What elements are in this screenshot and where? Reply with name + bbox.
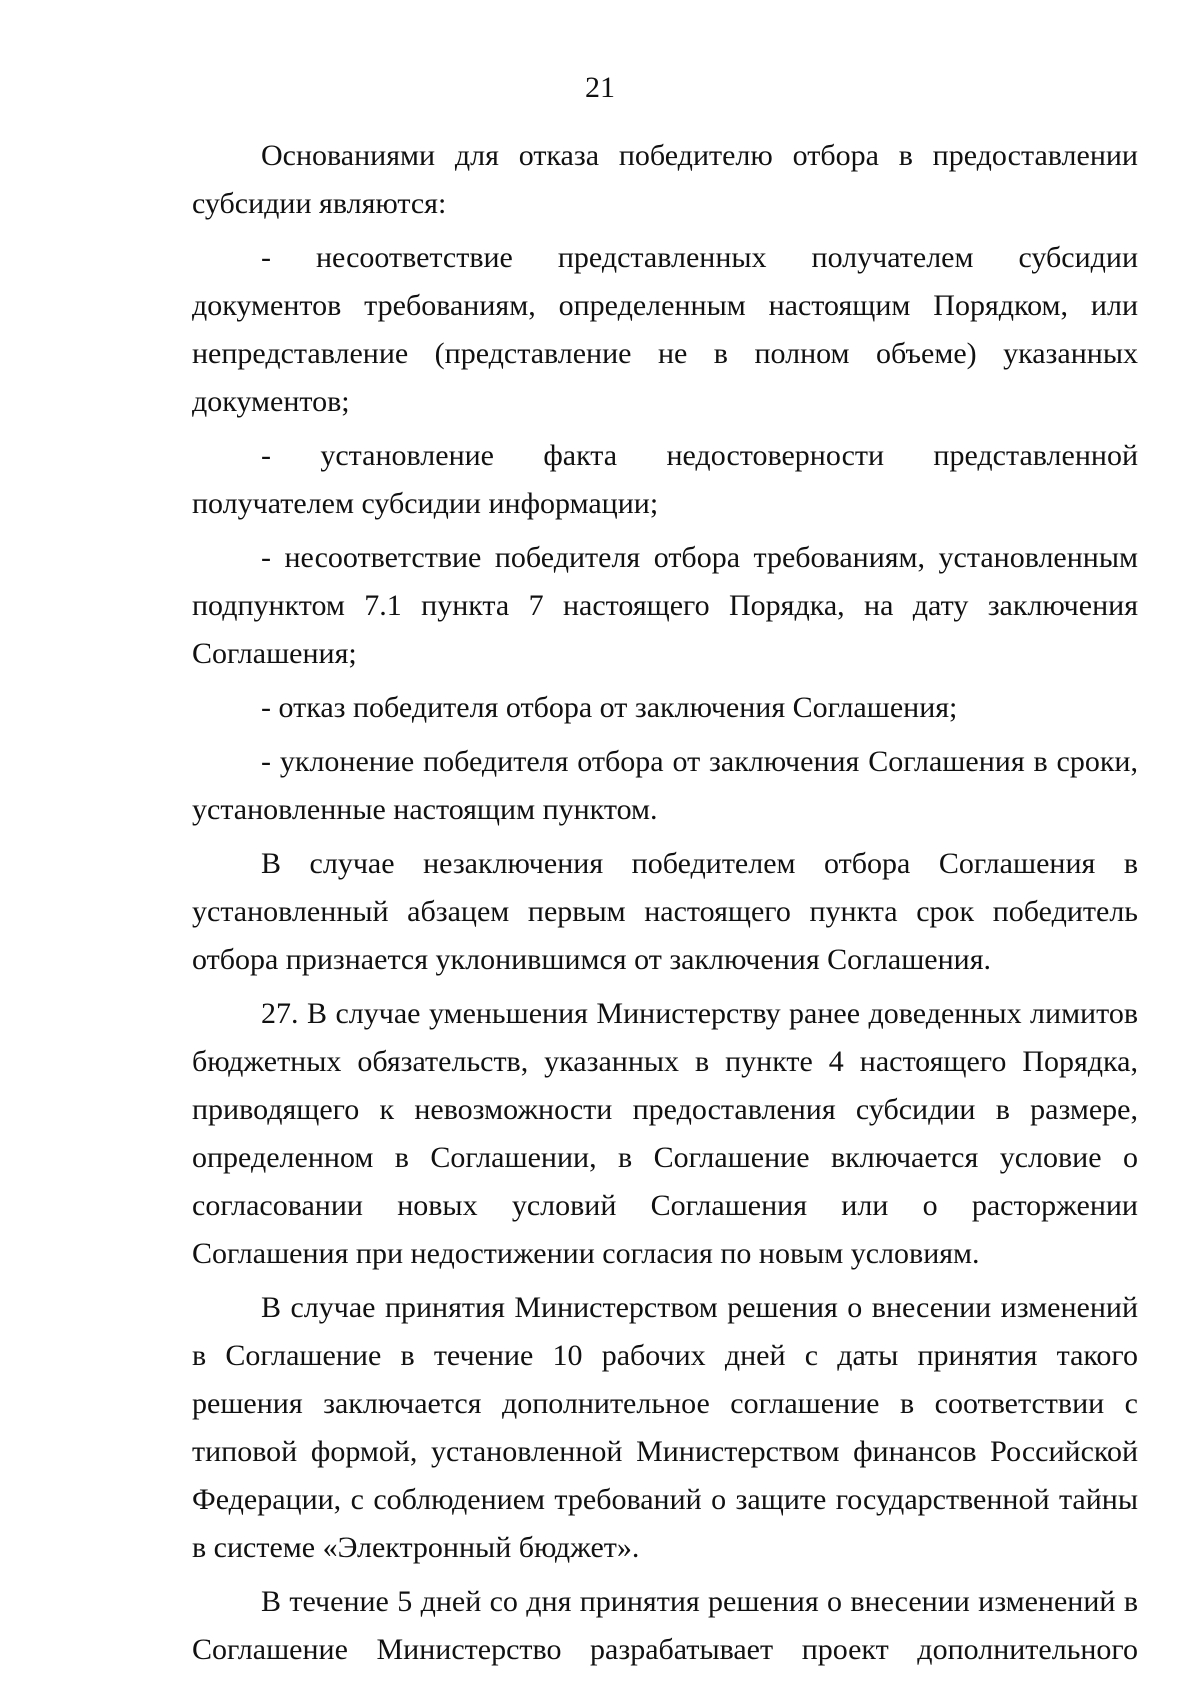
- page-number: 21: [585, 71, 615, 104]
- paragraph-non-conclusion: В случае незаключения победителем отбора Соглашения в установленный абзацем первым настоящего пункта срок победитель отбора признается уклонившимся от заключения Соглашения.: [192, 847, 1138, 976]
- paragraph-27-limits-reduction: 27. В случае уменьшения Министерству ранее доведенных лимитов бюджетных обязательств, указанных в пункте 4 настоящего Порядка, приводящего к невозможности предоставления субсидии в размере, определенном в Соглашении, в Соглашение включается условие о согласовании новых условий Соглашения или о расторжении Соглашения при недостижении согласия по новым условиям.: [192, 997, 1138, 1270]
- document-body: [192, 132, 1138, 1674]
- list-item-evasion: - уклонение победителя отбора от заключения Соглашения в сроки, установленные настоящим пунктом.: [192, 745, 1138, 826]
- list-item-requirements-mismatch: - несоответствие победителя отбора требованиям, установленным подпунктом 7.1 пункта 7 настоящего Порядка, на дату заключения Соглашения;: [192, 541, 1138, 670]
- list-item-false-information: - установление факта недостоверности представленной получателем субсидии информации;: [192, 439, 1138, 520]
- paragraph-refusal-grounds: Основаниями для отказа победителю отбора в предоставлении субсидии являются:: [192, 139, 1138, 220]
- paragraph-draft-agreement: В течение 5 дней со дня принятия решения о внесении изменений в Соглашение Министерство разрабатывает проект дополнительного: [192, 1585, 1138, 1666]
- list-item-refusal-to-sign: - отказ победителя отбора от заключения Соглашения;: [261, 691, 958, 724]
- paragraph-amendments: В случае принятия Министерством решения о внесении изменений в Соглашение в течение 10 рабочих дней с даты принятия такого решения заключается дополнительное соглашение в соответствии с типовой формой, установленной Министерством финансов Российской Федерации, с соблюдением требований о защите государственной тайны в системе «Электронный бюджет».: [192, 1291, 1138, 1564]
- list-item-document-mismatch: - несоответствие представленных получателем субсидии документов требованиям, определенным настоящим Порядком, или непредставление (представление не в полном объеме) указанных документов;: [192, 241, 1138, 418]
